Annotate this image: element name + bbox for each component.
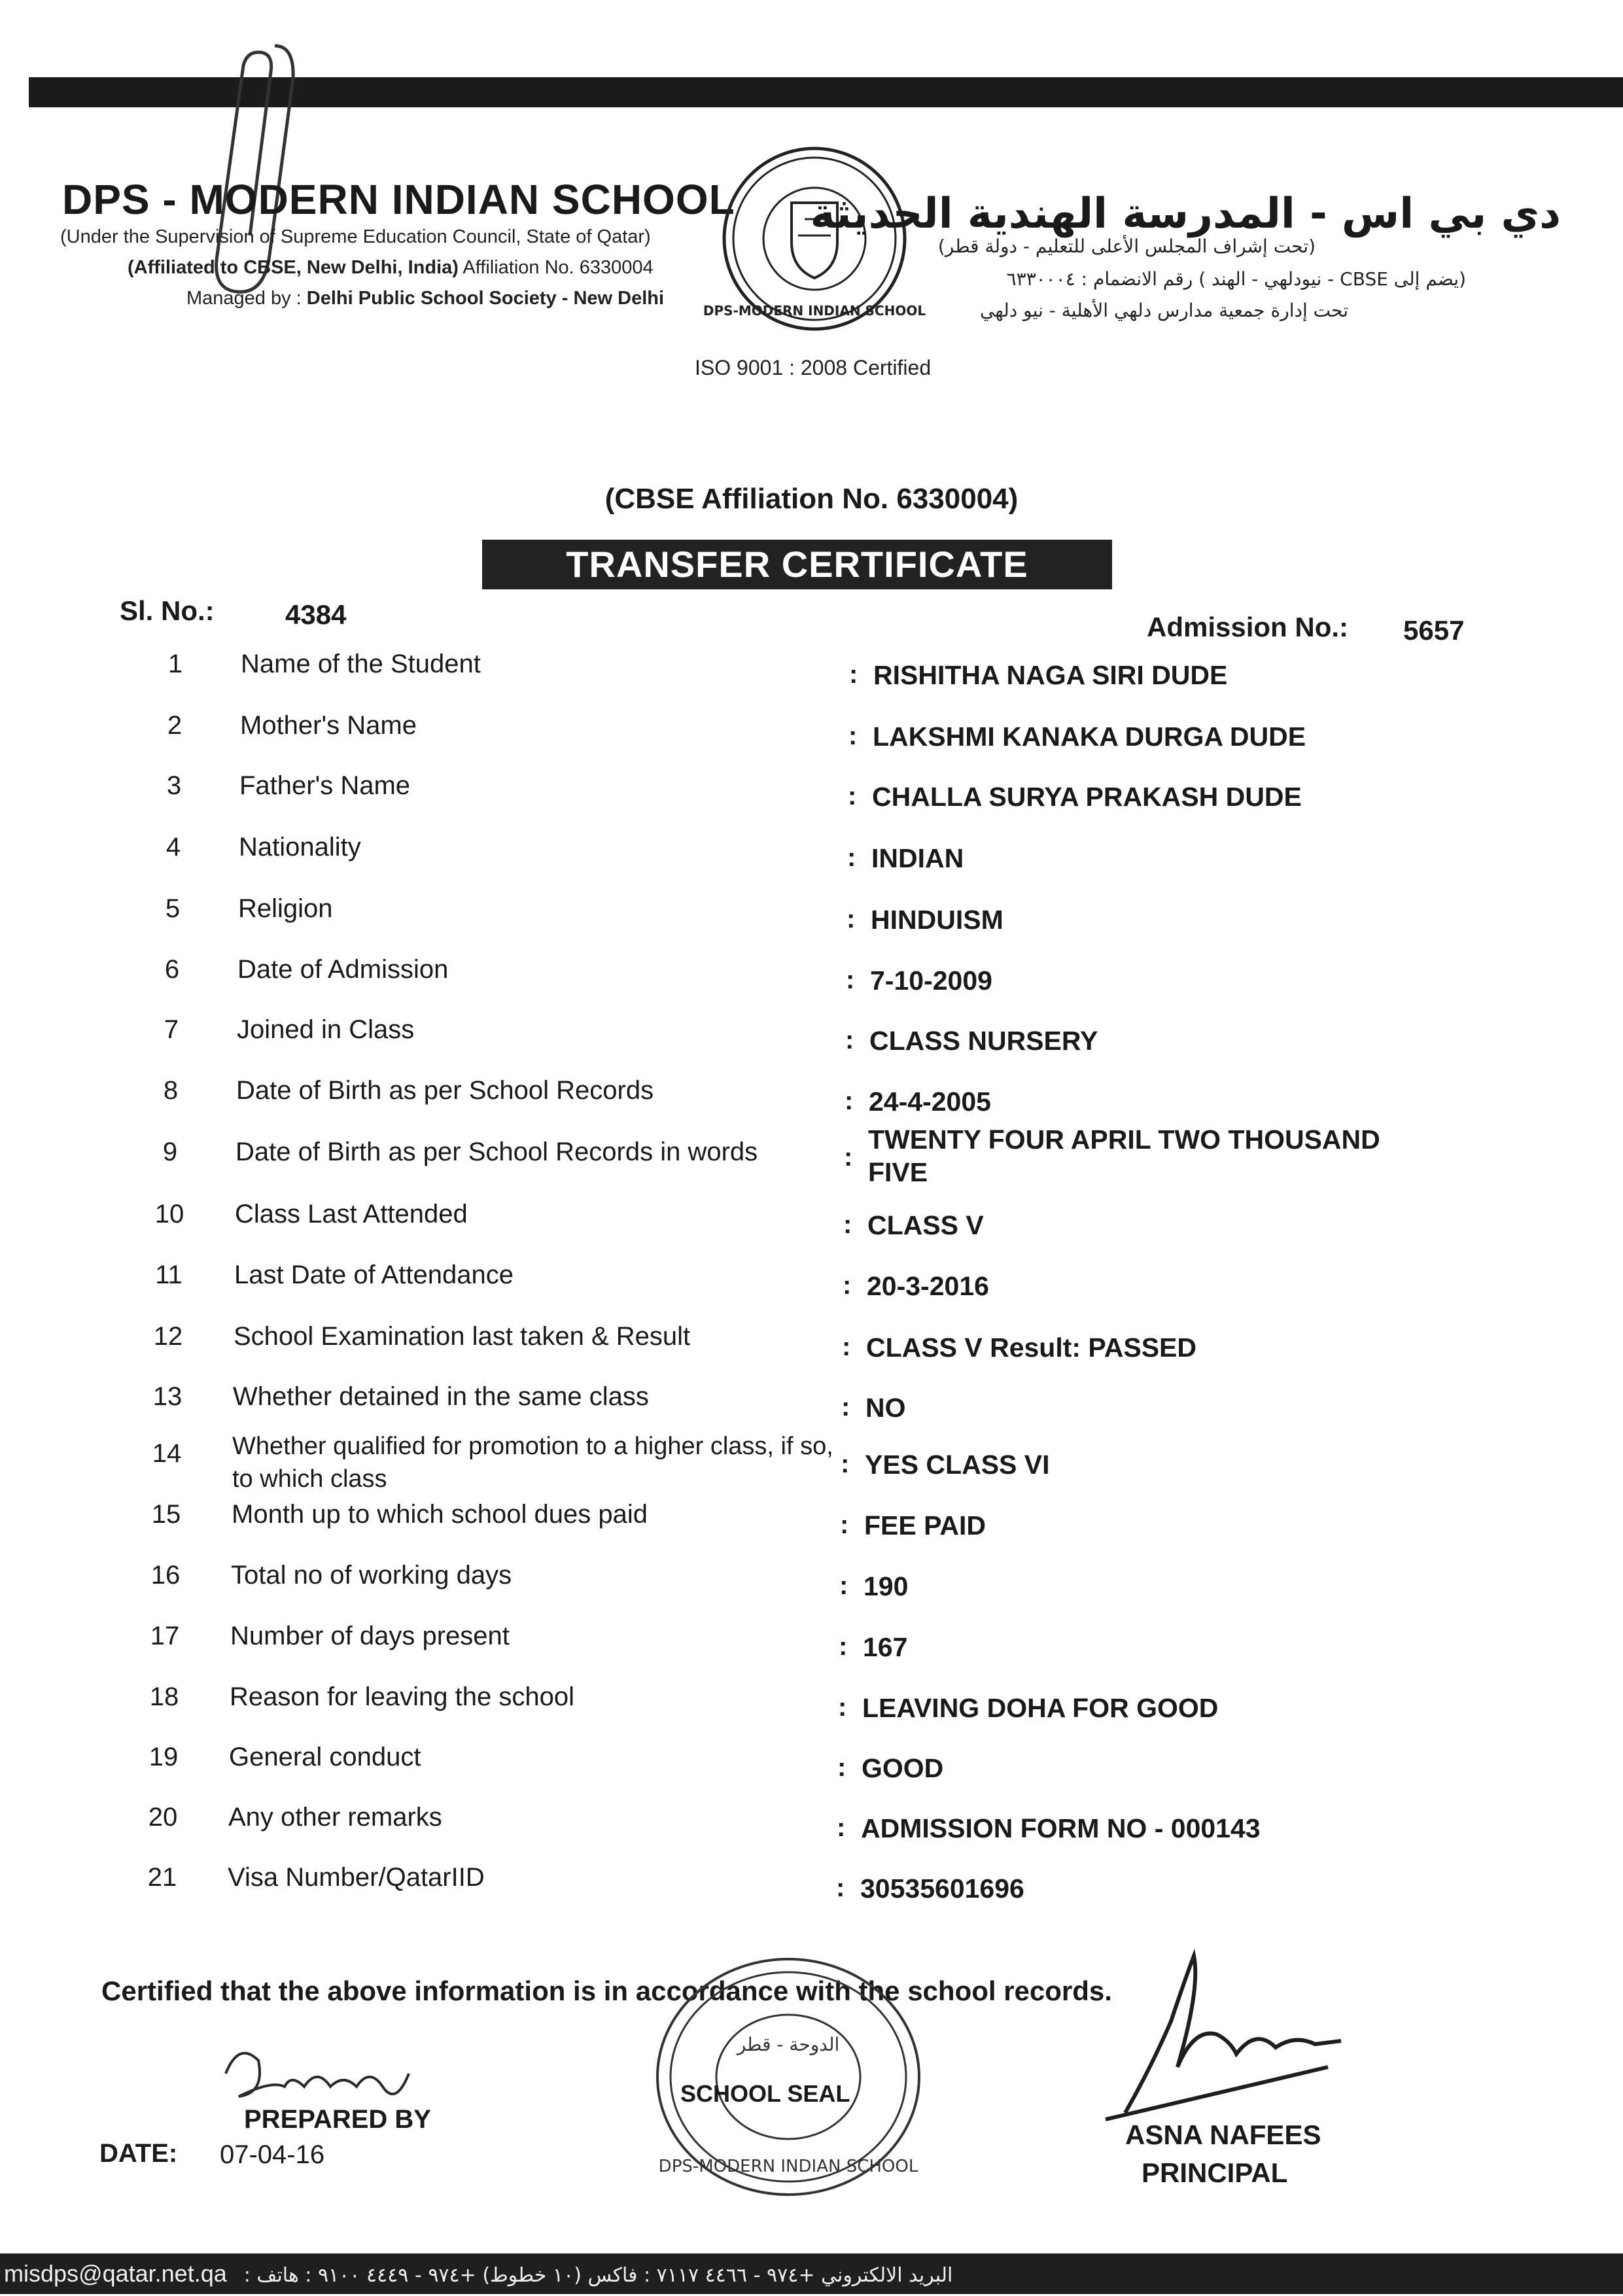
row-number: 4	[166, 833, 181, 861]
row-value: 190	[864, 1571, 909, 1601]
record-row-21	[0, 1863, 1623, 1915]
row-number: 14	[152, 1439, 182, 1468]
school-name-arabic: دي بي اس - المدرسة الهندية الحديثة	[810, 190, 1561, 238]
admission-number-label: Admission No.:	[1147, 612, 1349, 642]
serial-number-label: Sl. No.:	[120, 595, 215, 626]
date-value: 07-04-16	[220, 2140, 325, 2169]
row-label: Date of Birth as per School Records in words	[236, 1138, 758, 1166]
cbse-affiliation-number: (CBSE Affiliation No. 6330004)	[604, 483, 1019, 515]
row-value: CLASS V	[867, 1210, 984, 1240]
row-number: 9	[162, 1138, 178, 1166]
header-affiliation-line	[128, 257, 654, 279]
logo-ring-text: DPS-MODERN INDIAN SCHOOL	[703, 303, 926, 319]
row-number: 5	[165, 894, 181, 923]
row-number: 18	[149, 1682, 179, 1711]
school-seal-stamp	[651, 1953, 926, 2201]
row-label: Month up to which school dues paid	[232, 1500, 648, 1529]
row-label: Date of Admission	[237, 955, 449, 984]
row-label: Nationality	[239, 833, 361, 861]
row-value: HINDUISM	[871, 905, 1003, 935]
school-email: misdps@qatar.net.qa	[4, 2260, 227, 2287]
record-row-3	[0, 771, 1623, 824]
certification-statement: Certified that the above information is in accordance with the school records.	[101, 1975, 1112, 2006]
row-number: 3	[166, 771, 182, 800]
header-managed-line	[186, 288, 664, 309]
row-colon: :	[840, 1510, 849, 1539]
row-colon: :	[836, 1873, 845, 1902]
row-value: 24-4-2005	[869, 1087, 991, 1117]
record-row-1	[0, 650, 1623, 702]
row-colon: :	[843, 1271, 852, 1300]
arabic-affiliation-line: (يضم إلى CBSE - نيودلهي - الهند ) رقم الانضمام : ٦٣٣٠٠٠٤	[1006, 268, 1466, 290]
principal-title: PRINCIPAL	[1142, 2157, 1288, 2188]
row-number: 6	[164, 955, 180, 984]
row-label: Date of Birth as per School Records	[236, 1076, 654, 1105]
row-colon: :	[848, 722, 858, 750]
record-row-4	[0, 833, 1623, 885]
row-value: NO	[865, 1393, 906, 1423]
school-seal-label: SCHOOL SEAL	[680, 2080, 850, 2107]
record-row-7	[0, 1015, 1623, 1068]
record-row-20	[0, 1803, 1623, 1855]
row-colon: :	[845, 1087, 854, 1115]
row-label: Religion	[238, 894, 333, 923]
header-managed-society: Delhi Public School Society - New Delhi	[306, 288, 665, 309]
row-number: 12	[153, 1322, 183, 1351]
record-row-14	[0, 1433, 1623, 1493]
row-number: 8	[163, 1076, 179, 1105]
contact-footer-bar	[0, 2253, 1623, 2294]
header-managed-prefix: Managed by :	[186, 288, 302, 309]
prepared-by-signature	[213, 2034, 428, 2113]
row-label: Name of the Student	[241, 650, 481, 678]
header-supervision-line: (Under the Supervision of Supreme Education Council, State of Qatar)	[60, 226, 651, 247]
row-number: 16	[150, 1561, 181, 1590]
record-row-18	[0, 1682, 1623, 1735]
record-row-10	[0, 1200, 1623, 1252]
record-row-15	[0, 1500, 1623, 1552]
certificate-title: TRANSFER CERTIFICATE	[482, 540, 1112, 589]
row-label: School Examination last taken & Result	[234, 1322, 691, 1351]
row-label: Total no of working days	[231, 1561, 512, 1590]
row-colon: :	[843, 1210, 852, 1239]
row-colon: :	[838, 1693, 847, 1722]
record-row-8	[0, 1076, 1623, 1128]
header-affiliation-number: Affiliation No. 6330004	[462, 257, 654, 278]
admission-number-value: 5657	[1403, 615, 1465, 646]
arabic-managed-line: تحت إدارة جمعية مدارس دلهي الأهلية - نيو دلهي	[980, 300, 1348, 321]
arabic-supervision-line: (تحت إشراف المجلس الأعلى للتعليم - دولة قطر)	[937, 235, 1316, 257]
row-value: YES CLASS VI	[865, 1450, 1050, 1480]
row-number: 2	[167, 711, 183, 740]
row-number: 15	[151, 1500, 181, 1529]
principal-signature	[1079, 1936, 1354, 2132]
row-colon: :	[846, 905, 856, 933]
row-number: 19	[148, 1743, 179, 1771]
record-row-12	[0, 1322, 1623, 1374]
row-number: 21	[147, 1863, 177, 1892]
row-value: LEAVING DOHA FOR GOOD	[862, 1693, 1219, 1723]
serial-number-value: 4384	[285, 599, 347, 630]
row-label: Mother's Name	[240, 711, 417, 740]
row-colon: :	[848, 782, 857, 810]
row-colon: :	[837, 1813, 846, 1842]
record-row-19	[0, 1743, 1623, 1795]
row-number: 11	[155, 1261, 183, 1289]
record-row-13	[0, 1382, 1623, 1435]
row-value: RISHITHA NAGA SIRI DUDE	[873, 660, 1228, 690]
row-value: INDIAN	[871, 843, 964, 873]
row-value: 167	[863, 1632, 908, 1662]
row-colon: :	[837, 1753, 846, 1782]
row-value: 20-3-2016	[867, 1271, 989, 1301]
row-value: CLASS V Result: PASSED	[866, 1332, 1196, 1363]
row-colon: :	[839, 1632, 848, 1661]
row-colon: :	[849, 660, 858, 689]
contact-arabic: : البريد الالكتروني +٩٧٤ - ٤٤٦٦ ٧١١٧ : فاكس (١٠ خطوط) +٩٧٤ - ٤٤٤٩ ٩١٠٠ : هاتف	[243, 2264, 953, 2287]
row-value: LAKSHMI KANAKA DURGA DUDE	[873, 722, 1306, 752]
row-number: 10	[154, 1200, 184, 1228]
principal-name: ASNA NAFEES	[1125, 2119, 1321, 2150]
prepared-by-label: PREPARED BY	[244, 2105, 431, 2134]
row-value: 30535601696	[860, 1873, 1024, 1904]
row-label: Class Last Attended	[235, 1200, 468, 1228]
row-number: 20	[148, 1803, 178, 1832]
row-label: Last Date of Attendance	[234, 1261, 514, 1289]
row-label: Father's Name	[239, 771, 411, 800]
row-value: ADMISSION FORM NO - 000143	[861, 1813, 1261, 1843]
date-label: DATE:	[99, 2139, 178, 2168]
row-label: Whether detained in the same class	[233, 1382, 649, 1411]
row-value: CHALLA SURYA PRAKASH DUDE	[872, 782, 1302, 812]
header-affiliation-bold: (Affiliated to CBSE, New Delhi, India)	[128, 257, 459, 278]
record-row-11	[0, 1261, 1623, 1313]
row-value: GOOD	[862, 1753, 944, 1783]
row-label: General conduct	[229, 1743, 421, 1771]
row-label: Number of days present	[230, 1622, 510, 1650]
row-number: 17	[150, 1622, 180, 1650]
record-row-17	[0, 1622, 1623, 1674]
row-colon: :	[845, 1026, 854, 1054]
record-row-9	[0, 1124, 1623, 1190]
row-number: 13	[152, 1382, 183, 1411]
row-value: TWENTY FOUR APRIL TWO THOUSAND FIVE	[868, 1124, 1380, 1187]
row-label: Any other remarks	[228, 1803, 442, 1832]
row-colon: :	[847, 843, 856, 872]
school-logo-emblem	[703, 144, 926, 334]
row-label: Reason for leaving the school	[230, 1682, 574, 1711]
row-label: Whether qualified for promotion to a higher class, if so, to which class	[232, 1433, 833, 1493]
iso-certification: ISO 9001 : 2008 Certified	[695, 356, 932, 379]
seal-city-text: الدوحة - قطر	[737, 2034, 840, 2055]
row-colon: :	[841, 1450, 850, 1478]
record-row-6	[0, 955, 1623, 1007]
row-label: Visa Number/QatarIID	[228, 1863, 485, 1892]
record-row-5	[0, 894, 1623, 947]
row-number: 7	[164, 1015, 179, 1044]
row-colon: :	[841, 1393, 850, 1421]
row-number: 1	[167, 650, 183, 678]
record-row-16	[0, 1561, 1623, 1613]
record-row-2	[0, 711, 1623, 763]
row-value: 7-10-2009	[870, 965, 992, 996]
row-colon: :	[842, 1332, 851, 1361]
school-name-english: DPS - MODERN INDIAN SCHOOL	[62, 176, 735, 223]
row-colon: :	[839, 1571, 848, 1600]
row-colon: :	[844, 1143, 853, 1172]
row-colon: :	[846, 965, 855, 994]
row-label: Joined in Class	[237, 1015, 415, 1044]
seal-ring-text: DPS-MODERN INDIAN SCHOOL	[658, 2157, 918, 2176]
row-value: CLASS NURSERY	[869, 1026, 1098, 1056]
row-value: FEE PAID	[864, 1510, 986, 1540]
